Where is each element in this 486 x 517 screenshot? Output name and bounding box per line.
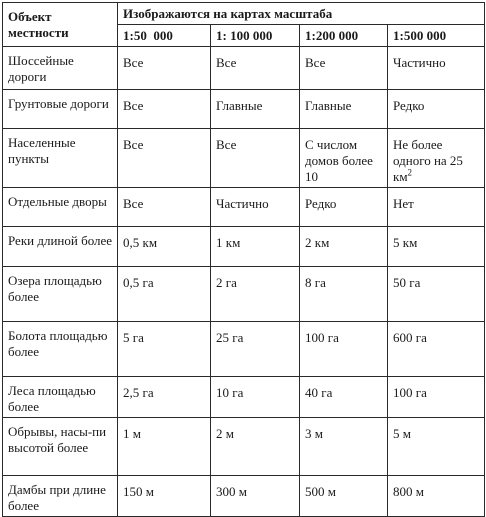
value-label: 10 га	[216, 385, 244, 400]
value-label: Все	[216, 55, 237, 70]
value-label: 1 м	[123, 426, 141, 441]
value-cell	[300, 188, 388, 227]
value-cell	[388, 47, 485, 90]
value-cell	[118, 47, 211, 90]
value-label: 1 км	[216, 235, 241, 250]
value-cell	[211, 227, 300, 267]
value-label: С числом домов более 10	[305, 137, 373, 184]
table-row	[3, 322, 485, 377]
value-label: Все	[123, 98, 144, 113]
value-label: 5 га	[123, 330, 144, 345]
header-scale-100000	[211, 25, 300, 47]
value-cell	[300, 227, 388, 267]
value-cell	[388, 476, 485, 517]
value-label: 2 км	[305, 235, 330, 250]
value-label: 500 м	[305, 484, 336, 499]
header-scale-200000	[300, 25, 388, 47]
object-label: Обрывы, насы-пи высотой более	[8, 424, 107, 455]
value-cell	[300, 377, 388, 418]
value-cell	[211, 418, 300, 476]
value-cell	[211, 129, 300, 188]
object-cell	[3, 377, 118, 418]
object-cell	[3, 188, 118, 227]
value-label: Все	[123, 137, 144, 152]
header-scale-label: 1: 100 000	[216, 28, 273, 43]
value-cell	[211, 322, 300, 377]
value-label: Нет	[393, 196, 414, 211]
value-cell	[300, 47, 388, 90]
header-object-label: Объект местности	[8, 9, 69, 40]
value-cell	[118, 227, 211, 267]
value-label: 50 га	[393, 275, 421, 290]
table-row	[3, 188, 485, 227]
table-row	[3, 90, 485, 129]
map-scale-table	[2, 2, 485, 517]
value-cell	[388, 322, 485, 377]
value-label: 2 м	[216, 426, 234, 441]
value-label: 100 га	[393, 385, 427, 400]
object-label: Отдельные дворы	[8, 194, 107, 209]
value-cell	[118, 418, 211, 476]
superscript: 2	[407, 167, 413, 178]
object-label: Леса площадью более	[8, 383, 96, 414]
value-cell	[211, 377, 300, 418]
value-label: Все	[123, 55, 144, 70]
object-label: Населенные пункты	[8, 135, 76, 166]
value-cell	[118, 90, 211, 129]
value-label: Частично	[216, 196, 269, 211]
value-cell	[211, 90, 300, 129]
value-label: Главные	[216, 98, 263, 113]
value-cell	[211, 476, 300, 517]
value-cell	[388, 90, 485, 129]
value-label: 300 м	[216, 484, 247, 499]
value-cell	[211, 267, 300, 322]
value-label: 40 га	[305, 385, 333, 400]
value-label: Редко	[393, 98, 425, 113]
header-scale-label: 1:50 000	[123, 28, 173, 43]
value-cell	[300, 418, 388, 476]
object-cell	[3, 418, 118, 476]
table-row	[3, 267, 485, 322]
value-label: 150 м	[123, 484, 154, 499]
value-label: Редко	[305, 196, 337, 211]
header-scale-50000	[118, 25, 211, 47]
object-label: Озера площадью более	[8, 273, 102, 304]
value-cell	[388, 267, 485, 322]
header-scale-group	[118, 3, 485, 25]
value-cell	[300, 267, 388, 322]
value-label: Частично	[393, 55, 446, 70]
header-scale-500000	[388, 25, 485, 47]
value-cell	[118, 476, 211, 517]
value-label: 5 км	[393, 235, 418, 250]
value-label: 2,5 га	[123, 385, 154, 400]
value-cell	[300, 322, 388, 377]
object-cell	[3, 129, 118, 188]
value-cell	[388, 188, 485, 227]
value-cell	[118, 188, 211, 227]
value-label: Главные	[305, 98, 352, 113]
table-row	[3, 129, 485, 188]
table-row	[3, 476, 485, 517]
header-scale-label: 1:500 000	[393, 28, 447, 43]
value-cell	[388, 377, 485, 418]
object-cell	[3, 227, 118, 267]
value-label: 3 м	[305, 426, 323, 441]
value-label: 2 га	[216, 275, 237, 290]
object-cell	[3, 267, 118, 322]
object-label: Шоссейные дороги	[8, 53, 74, 84]
value-text: Не более одного на 25 км	[393, 137, 463, 184]
value-label: 800 м	[393, 484, 424, 499]
table-row	[3, 418, 485, 476]
value-cell	[388, 418, 485, 476]
object-label: Реки длиной более	[8, 233, 113, 248]
header-object	[3, 3, 118, 47]
value-cell	[118, 377, 211, 418]
value-label	[388, 129, 484, 187]
header-scale-group-label: Изображаются на картах масштаба	[123, 6, 333, 21]
value-label: Все	[305, 55, 326, 70]
value-cell	[211, 47, 300, 90]
object-label: Болота площадью более	[8, 328, 108, 359]
value-label: 8 га	[305, 275, 326, 290]
value-label: 0,5 га	[123, 275, 154, 290]
value-label: 5 м	[393, 426, 411, 441]
value-cell	[300, 476, 388, 517]
table-row	[3, 47, 485, 90]
value-label: 600 га	[393, 330, 427, 345]
object-cell	[3, 90, 118, 129]
value-cell	[118, 129, 211, 188]
object-cell	[3, 322, 118, 377]
value-cell	[388, 129, 485, 188]
table-row	[3, 227, 485, 267]
value-cell	[118, 322, 211, 377]
object-label: Дамбы при длине более	[8, 482, 106, 513]
object-cell	[3, 476, 118, 517]
value-label: Все	[216, 137, 237, 152]
object-cell	[3, 47, 118, 90]
value-cell	[388, 227, 485, 267]
value-cell	[300, 129, 388, 188]
value-label: 25 га	[216, 330, 244, 345]
value-cell	[118, 267, 211, 322]
header-scale-label: 1:200 000	[305, 28, 359, 43]
value-label: 0,5 км	[123, 235, 158, 250]
object-label: Грунтовые дороги	[8, 96, 109, 111]
value-cell	[211, 188, 300, 227]
value-label: 100 га	[305, 330, 339, 345]
value-cell	[300, 90, 388, 129]
value-label: Все	[123, 196, 144, 211]
table-row	[3, 377, 485, 418]
